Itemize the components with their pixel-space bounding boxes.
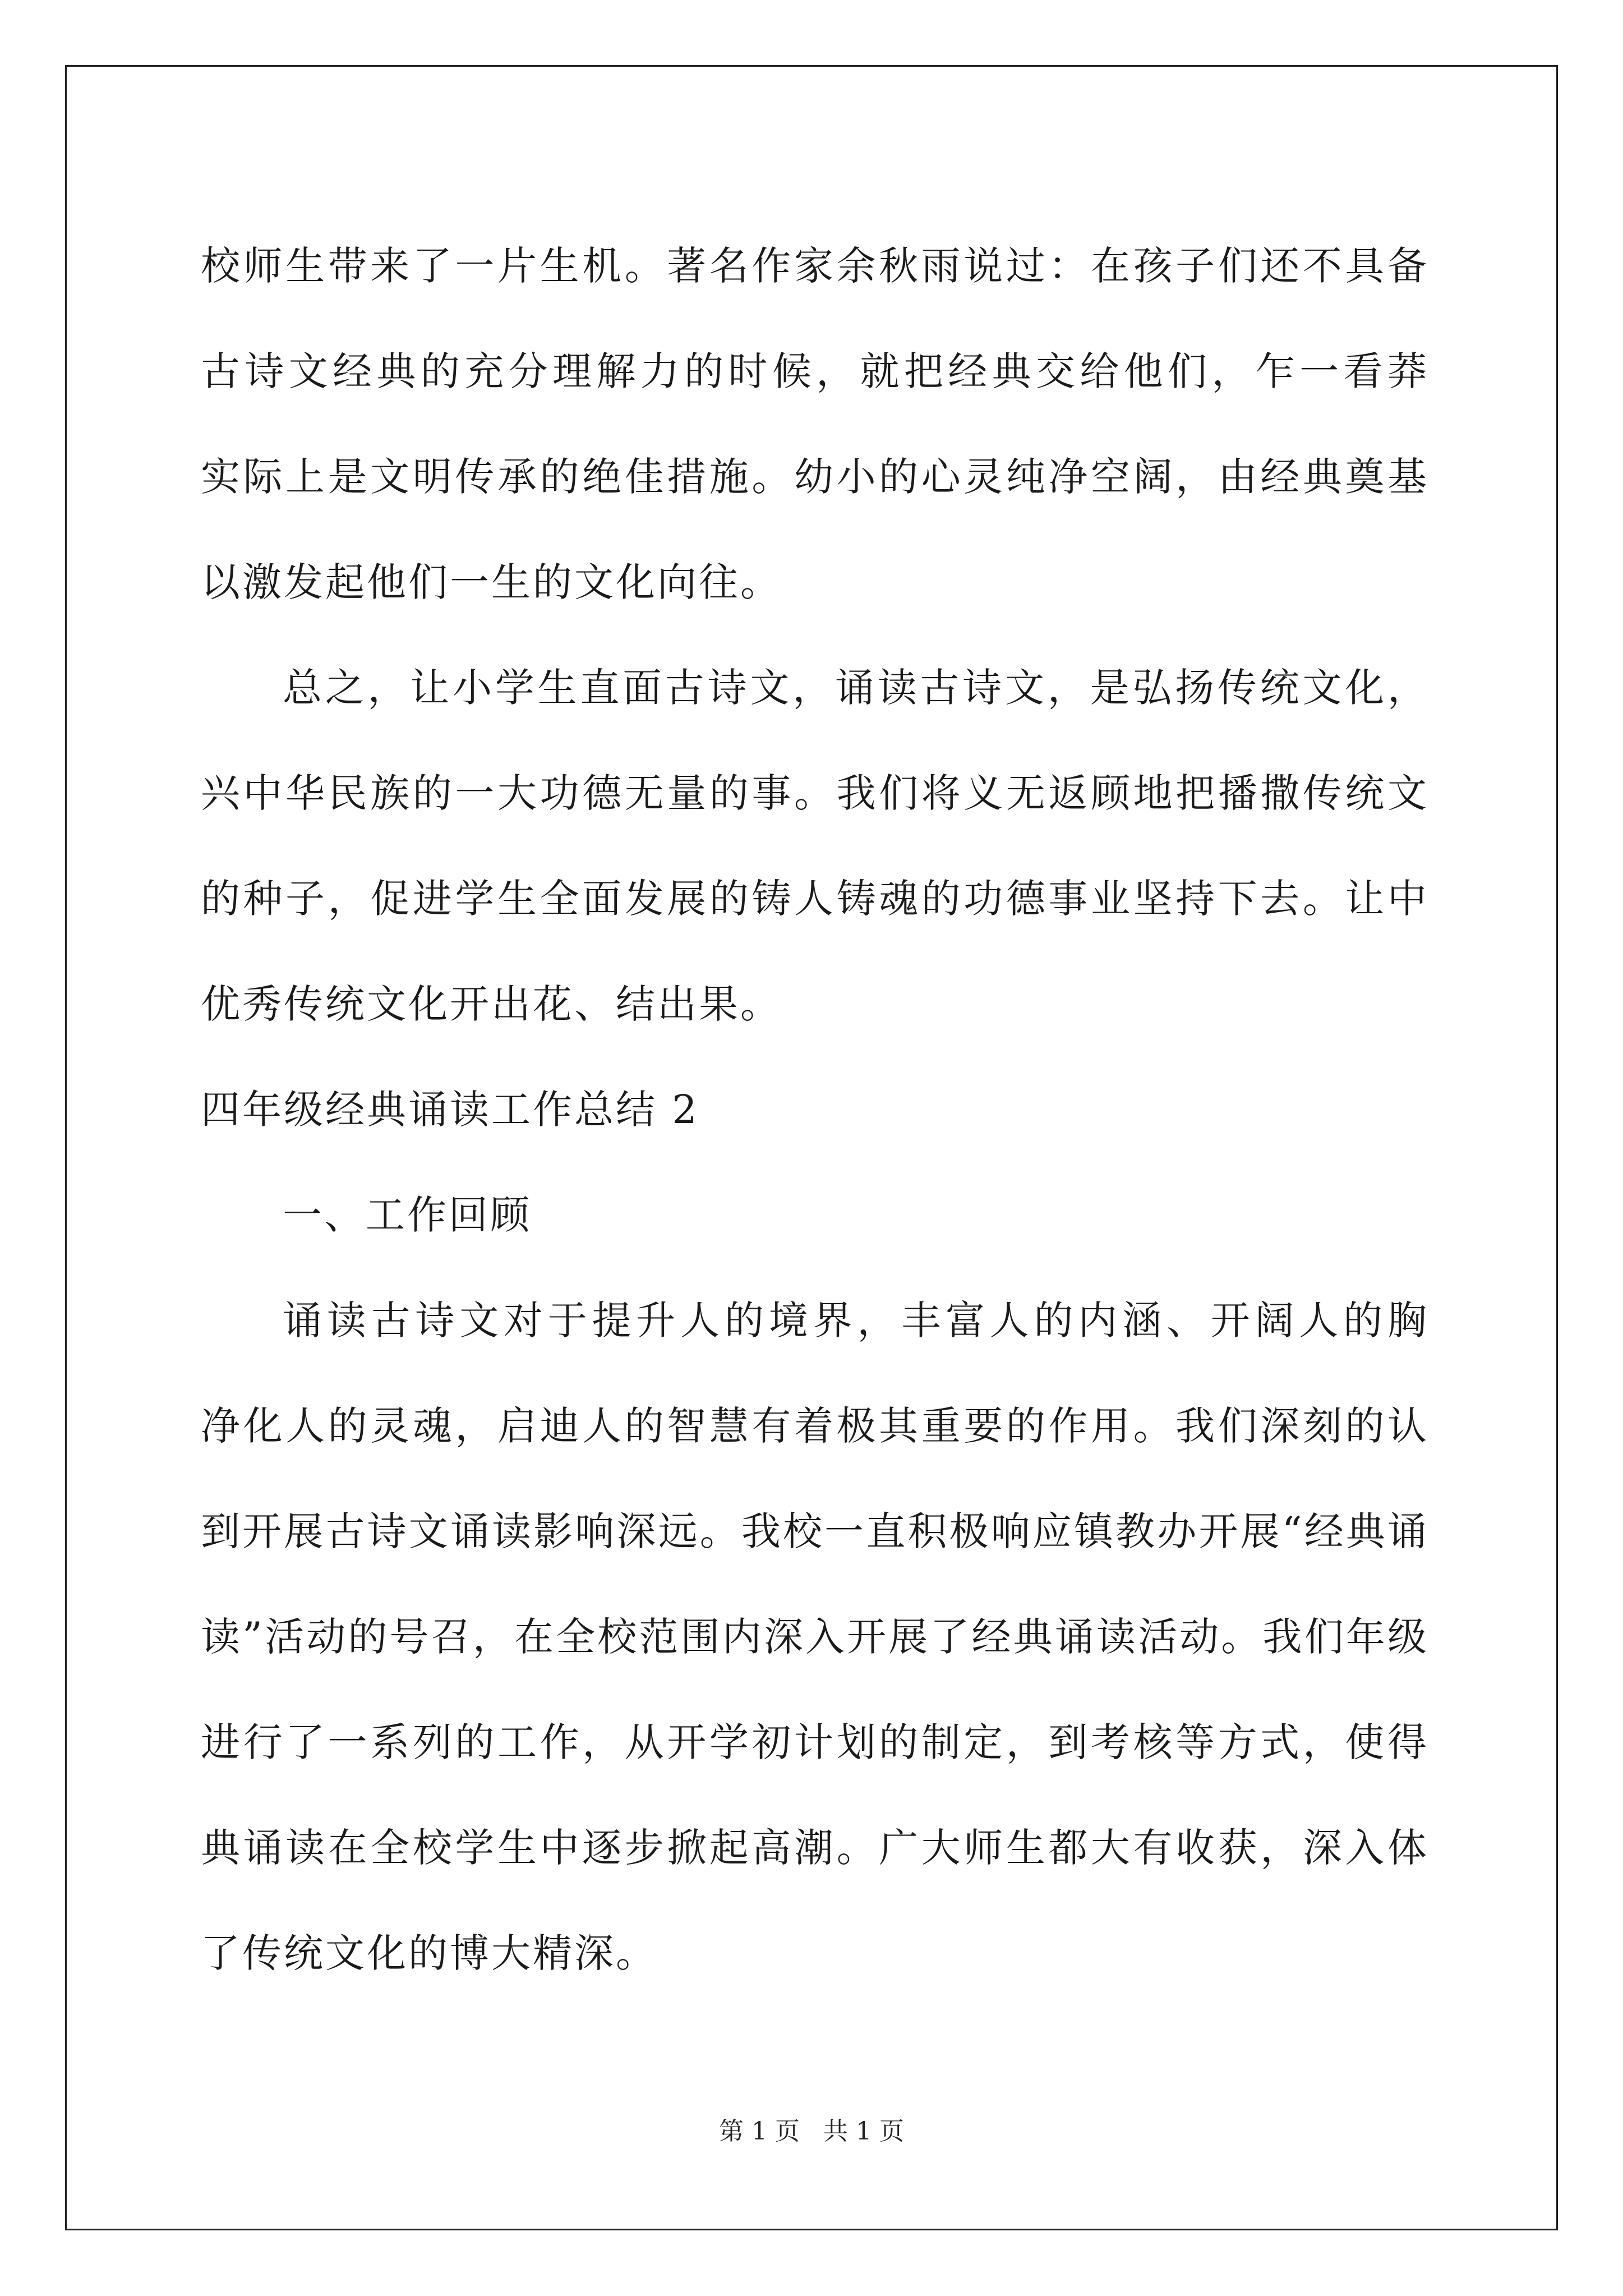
- text-line: 了传统文化的博大精深。: [201, 1930, 657, 1976]
- text-line: 的种子，促进学生全面发展的铸人铸魂的功德事业坚持下去。让中: [201, 876, 1429, 922]
- text-line: 优秀传统文化开出花、结出果。: [201, 981, 782, 1027]
- text-line: 实际上是文明传承的绝佳措施。幼小的心灵纯净空阔，由经典奠基: [201, 454, 1429, 500]
- text-line: 进行了一系列的工作，从开学初计划的制定，到考核等方式，使得: [201, 1719, 1429, 1765]
- text-line: 以激发起他们一生的文化向往。: [201, 559, 782, 605]
- text-line: 古诗文经典的充分理解力的时候，就把经典交给他们，乍一看莽: [201, 348, 1429, 394]
- text-line: 到开展古诗文诵读影响深远。我校一直积极响应镇教办开展“经典诵: [201, 1508, 1429, 1554]
- document-body: [201, 213, 1429, 2006]
- page-number: 第 1 页: [719, 2117, 800, 2146]
- text-line: 典诵读在全校学生中逐步掀起高潮。广大师生都大有收获，深入体: [201, 1825, 1429, 1871]
- text-line: 净化人的灵魂，启迪人的智慧有着极其重要的作用。我们深刻的认: [201, 1403, 1429, 1449]
- paragraph-first-line: 诵读古诗文对于提升人的境界，丰富人的内涵、开阔人的胸: [283, 1297, 1429, 1343]
- subsection-heading: 一、工作回顾: [283, 1192, 532, 1238]
- paragraph-first-line: 总之，让小学生直面古诗文，诵读古诗文，是弘扬传统文化，: [283, 665, 1429, 711]
- text-line: 校师生带来了一片生机。著名作家余秋雨说过：在孩子们还不具备: [201, 243, 1429, 289]
- page-total: 共 1 页: [823, 2117, 904, 2146]
- text-line: 兴中华民族的一大功德无量的事。我们将义无返顾地把播撒传统文: [201, 770, 1429, 816]
- text-line: 读”活动的号召，在全校范围内深入开展了经典诵读活动。我们年级: [201, 1614, 1429, 1660]
- section-heading: 四年级经典诵读工作总结 2: [201, 1087, 699, 1133]
- page-footer: [0, 2115, 1623, 2148]
- footer-spacer: [800, 2117, 823, 2146]
